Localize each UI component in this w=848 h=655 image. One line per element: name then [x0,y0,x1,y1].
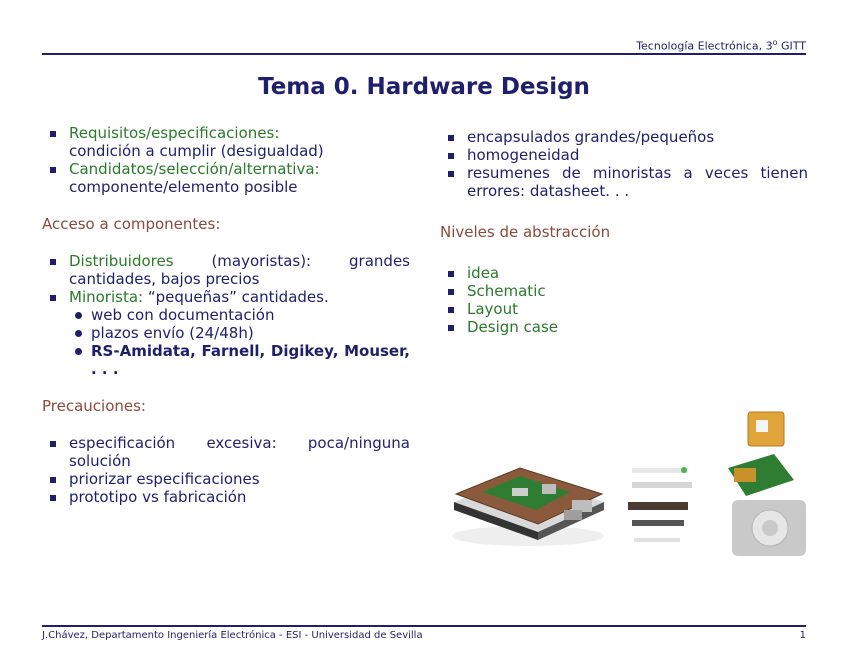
list-item: priorizar especificaciones [42,470,410,488]
list-item: Minorista: “pequeñas” cantidades. web con documentación plazos envío (24/48h) RS-Amidata, Farnell, Digikey, Mouser, . . . [42,288,410,378]
precauciones-heading: Precauciones: [42,397,146,415]
acceso-list [42,252,410,378]
right-column [440,128,808,336]
niveles-list [440,264,808,336]
left-column [42,124,410,506]
list-item: Schematic [440,282,808,300]
acceso-heading: Acceso a componentes: [42,215,221,233]
page-number: 1 [799,630,806,641]
sublist-item: plazos envío (24/48h) [69,324,410,342]
footer-rule [42,625,806,627]
right-list [440,128,808,200]
list-item: resumenes de minoristas a veces tienen errores: datasheet. . . [440,164,808,200]
list-item: Design case [440,318,808,336]
list-item: idea [440,264,808,282]
list-item: Layout [440,300,808,318]
list-item: Requisitos/especificaciones: condición a cumplir (desigualdad) [42,124,410,160]
raspberry-pi-case-photo [442,440,614,552]
list-item: encapsulados grandes/pequeños [440,128,808,146]
minorista-sublist [69,306,410,378]
header-rule [42,53,806,55]
slide-title: Tema 0. Hardware Design [258,74,590,100]
header-course: Tecnología Electrónica, 3$^o$ GITT [636,38,806,53]
sublist-item: web con documentación [69,306,410,324]
list-item: prototipo vs fabricación [42,488,410,506]
list-item: Distribuidores (mayoristas): grandes cantidades, bajos precios [42,252,410,288]
niveles-heading: Niveles de abstracción [440,223,611,241]
device-teardown-photo [624,410,808,563]
list-item: Candidatos/selección/alternativa: componente/elemento posible [42,160,410,196]
footer-author: J.Chávez, Departamento Ingeniería Electrónica - ESI - Universidad de Sevilla [42,630,423,641]
sublist-item: RS-Amidata, Farnell, Digikey, Mouser, . . . [69,342,410,378]
list-item: homogeneidad [440,146,808,164]
intro-list [42,124,410,196]
list-item: especificación excesiva: poca/ninguna solución [42,434,410,470]
precauciones-list [42,434,410,506]
